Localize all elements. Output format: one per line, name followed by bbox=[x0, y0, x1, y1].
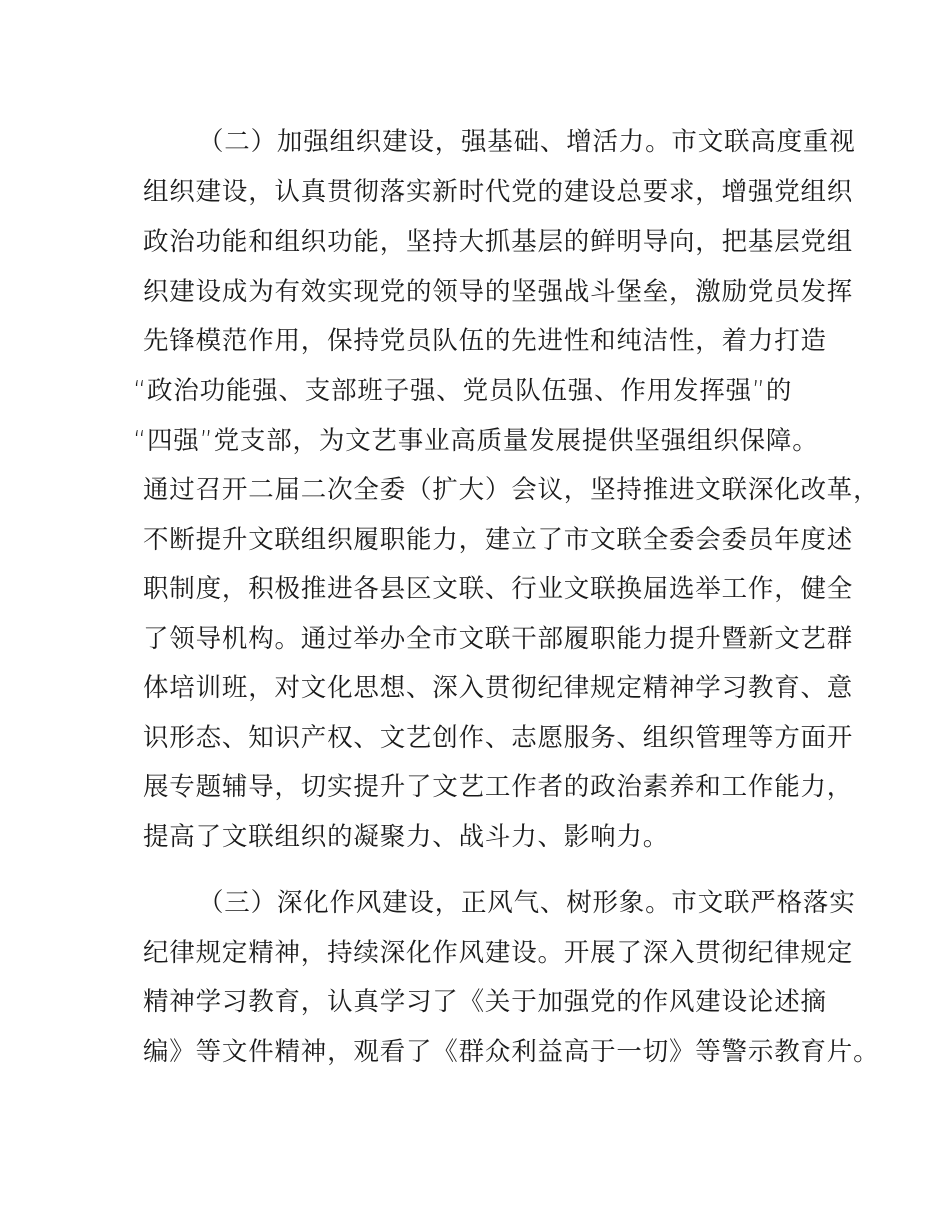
text-line: “四强”党支部，为文艺事业高质量发展提供坚强组织保障。 bbox=[133, 426, 819, 456]
text-line: 职制度，积极推进各县区文联、行业文联换届选举工作，健全 bbox=[143, 574, 854, 604]
text-line: 先锋模范作用，保持党员队伍的先进性和纯洁性，着力打造 bbox=[143, 326, 827, 356]
text-line: 了领导机构。通过举办全市文联干部履职能力提升暨新文艺群 bbox=[143, 624, 854, 654]
text-line: 通过召开二届二次全委（扩大）会议，坚持推进文联深化改革， bbox=[143, 475, 880, 505]
text-line: 编》等文件精神，观看了《群众利益高于一切》等警示教育片。 bbox=[143, 1037, 880, 1067]
text-line: 精神学习教育，认真学习了《关于加强党的作风建设论述摘 bbox=[143, 987, 827, 1017]
text-line: 政治功能和组织功能，坚持大抓基层的鲜明导向，把基层党组 bbox=[143, 227, 854, 257]
text-line: 织建设成为有效实现党的领导的坚强战斗堡垒，激励党员发挥 bbox=[143, 277, 854, 307]
text-line: “政治功能强、支部班子强、党员队伍强、作用发挥强”的 bbox=[133, 376, 793, 406]
text-line: 体培训班，对文化思想、深入贯彻纪律规定精神学习教育、意 bbox=[143, 673, 854, 703]
text-line: 不断提升文联组织履职能力，建立了市文联全委会委员年度述 bbox=[143, 525, 854, 555]
text-line: （二）加强组织建设，强基础、增活力。市文联高度重视 bbox=[198, 127, 856, 157]
text-line: 展专题辅导，切实提升了文艺工作者的政治素养和工作能力， bbox=[143, 772, 854, 802]
text-line: 纪律规定精神，持续深化作风建设。开展了深入贯彻纪律规定 bbox=[143, 938, 854, 968]
text-line: 识形态、知识产权、文艺创作、志愿服务、组织管理等方面开 bbox=[143, 723, 854, 753]
text-line: 组织建设，认真贯彻落实新时代党的建设总要求，增强党组织 bbox=[143, 177, 854, 207]
text-line: （三）深化作风建设，正风气、树形象。市文联严格落实 bbox=[198, 888, 856, 918]
text-line: 提高了文联组织的凝聚力、战斗力、影响力。 bbox=[143, 822, 670, 852]
